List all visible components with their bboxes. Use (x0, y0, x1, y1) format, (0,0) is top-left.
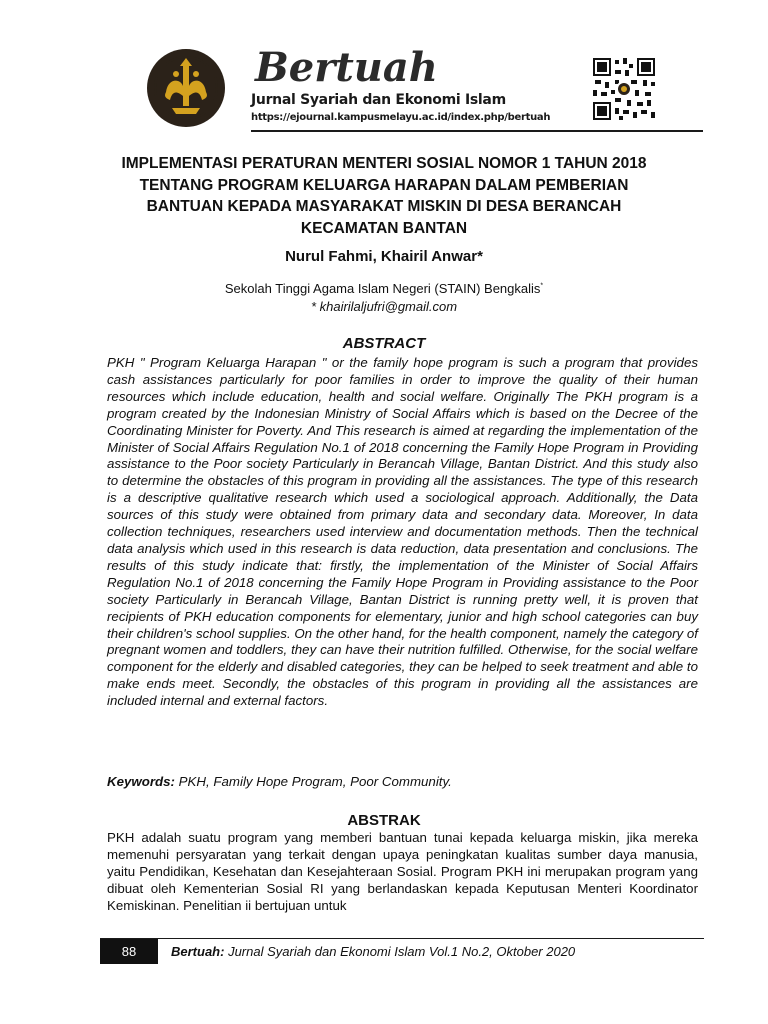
footer-citation (171, 944, 575, 959)
article-title: IMPLEMENTASI PERATURAN MENTERI SOSIAL NOMOR 1 TAHUN 2018 TENTANG PROGRAM KELUARGA HARAPAN DALAM PEMBERIAN BANTUAN KEPADA MASYARAKAT MISKIN DI DESA BERANCAH KECAMATAN BANTAN (121, 155, 647, 237)
author-email[interactable]: * khairilaljufri@gmail.com (310, 299, 458, 314)
abstrak-body: PKH adalah suatu program yang memberi bantuan tunai kepada keluarga miskin, jika mereka memenuhi persyaratan yang terkait dengan upaya peningkatan kualitas sumber daya manusia, yaitu Pendidikan, Kesehatan dan Kesejahteraan Sosial. Program PKH ini merupakan program yang dibuat oleh Kementerian Sosial RI yang berlandaskan kepada Keputusan Menteri Koordinator Kemiskinan. Penelitian ii bertujuan untuk (107, 830, 698, 913)
author-names: Nurul Fahmi, Khairil Anwar (285, 248, 478, 265)
journal-name: Bertuah (255, 44, 438, 91)
abstrak-heading: ABSTRAK (347, 812, 421, 829)
journal-subtitle: Jurnal Syariah dan Ekonomi Islam (251, 92, 506, 108)
author-mark: * (477, 248, 483, 265)
qr-code-icon (591, 56, 657, 122)
keywords-label: Keywords: (107, 774, 175, 789)
affiliation-text: Sekolah Tinggi Agama Islam Negeri (STAIN) Bengkalis (224, 281, 541, 296)
footer-journal-label: Bertuah: (171, 944, 225, 959)
affiliation-mark: * (540, 282, 544, 290)
keywords-line (107, 774, 698, 789)
keywords-list: PKH, Family Hope Program, Poor Community. (174, 774, 452, 789)
author-affiliation (100, 281, 668, 296)
journal-emblem-icon (146, 48, 226, 128)
footer-divider (100, 938, 704, 939)
abstract-heading: ABSTRACT (342, 335, 426, 352)
journal-header (108, 38, 698, 134)
page-number: 88 (100, 939, 158, 964)
footer-citation-text: Jurnal Syariah dan Ekonomi Islam Vol.1 No.2, Oktober 2020 (224, 944, 576, 959)
journal-url[interactable]: https://ejournal.kampusmelayu.ac.id/index.php/bertuah (251, 112, 551, 123)
article-authors (100, 248, 668, 265)
header-divider (251, 130, 703, 132)
abstract-body: PKH " Program Keluarga Harapan " or the family hope program is such a program that provides cash assistances particularly for poor families in order to improve the quality of their human resources which include education, health and social welfare. Originally The PKH program is a program created by the Indonesian Ministry of Social Affairs which is based on the Decree of the Coordinating Minister for Poverty. And This research is aimed at regarding the implementation of the Minister of Social Affairs Regulation No.1 of 2018 concerning the Family Hope Program in Providing assistance to the Poor society Particularly in Berancah Village, Bantan District. And this study also to determine the obstacles of this program in providing all the assistances. The type of this research is a descriptive qualitative research which used a sociological approach. Additionally, the Data sources of this study were obtained from primary data and secondary data. Moreover, In data collection techniques, researchers used interview and documentation methods. Then the technical data analysis which used in this research is data reduction, data presentation and conclusions. The results of this study indicate that: firstly, the implementation of the Minister of Social Affairs Regulation No.1 of 2018 concerning the Family Hope Program in Providing assistance to the Poor society Particularly in Berancah Village, Bantan District is running pretty well, it is proven that recipients of PKH education components for elementary, junior and high school categories can buy their children's school supplies. On the other hand, for the health component, namely the category of pregnant women and toddlers, they can have their nutrition fulfilled. Otherwise, for the social welfare component for the elderly and disabled categories, they can be helped to seek treatment and able to make ends meet. Secondly, the obstacles of this program in providing all the assistances are included internal and external factors. (107, 355, 698, 709)
